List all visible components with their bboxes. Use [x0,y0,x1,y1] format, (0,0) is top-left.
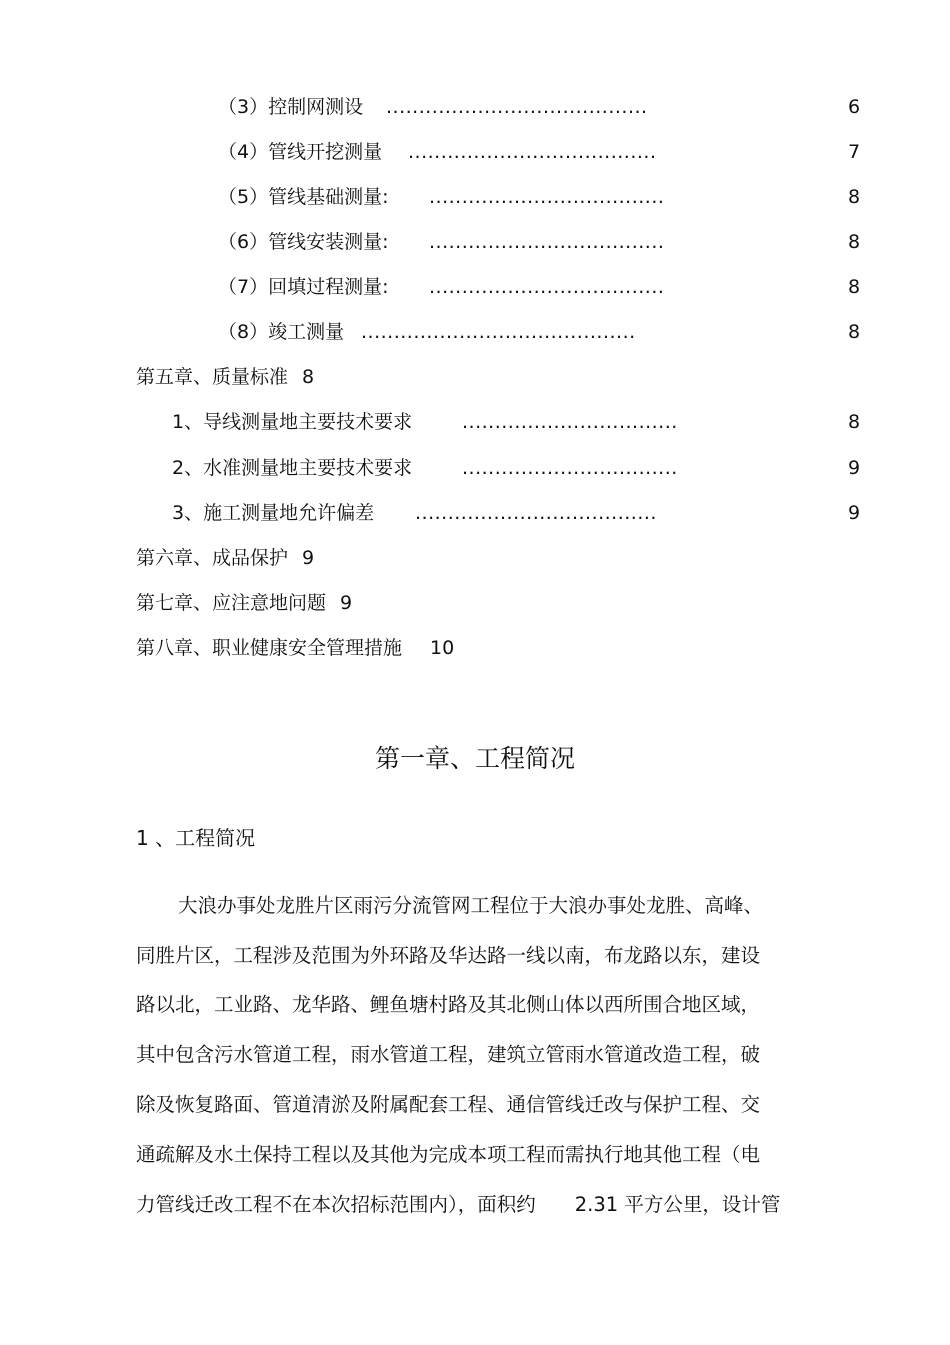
toc-entry[interactable] [172,498,862,528]
toc-page-number: 8 [848,231,861,253]
toc-entry[interactable] [218,137,862,167]
toc-page-number: 9 [340,592,353,614]
toc-entry-title: （7）回填过程测量: [218,276,389,298]
toc-entry[interactable] [218,92,862,122]
toc-leader-dots: ................................. [462,457,678,479]
toc-entry[interactable] [218,182,862,212]
chapter-title: 第一章、工程简况 [374,744,575,773]
toc-entry-title: （4）管线开挖测量 [218,141,383,163]
toc-page-number: 7 [848,141,861,163]
toc-page-number: 8 [848,321,861,343]
toc-page-number: 9 [848,457,861,479]
toc-page-number: 9 [302,547,315,569]
toc-page-number: 6 [848,96,861,118]
toc-entry-title: 第七章、应注意地问题 [136,592,327,614]
toc-leader-dots: ..................................... [415,502,657,524]
toc-entry[interactable] [218,227,862,257]
toc-page-number: 8 [848,186,861,208]
toc-leader-dots: ........................................ [386,96,648,118]
toc-leader-dots: .......................................... [361,321,636,343]
toc-leader-dots: .................................... [429,231,665,253]
toc-chapter-entry[interactable] [136,588,352,618]
toc-chapter-entry[interactable] [136,362,314,392]
toc-entry-title: 第五章、质量标准 [136,366,289,388]
toc-entry-title: （3）控制网测设 [218,96,364,118]
toc-leader-dots: ................................. [462,411,678,433]
paragraph-line: 同胜片区，工程涉及范围为外环路及华达路一线以南，布龙路以东，建设 [136,944,761,967]
toc-entry-title: （6）管线安装测量: [218,231,389,253]
toc-entry-title: 3、施工测量地允许偏差 [172,502,375,524]
toc-page-number: 9 [848,502,861,524]
paragraph-line: 大浪办事处龙胜片区雨污分流管网工程位于大浪办事处龙胜、高峰、 [178,894,764,917]
paragraph-line: 除及恢复路面、管道清淤及附属配套工程、通信管线迁改与保护工程、交 [136,1093,761,1116]
toc-leader-dots: .................................... [429,276,665,298]
toc-entry-title: 第六章、成品保护 [136,547,289,569]
toc-chapter-entry[interactable] [136,633,454,663]
paragraph-line: 通疏解及水土保持工程以及其他为完成本项工程而需执行地其他工程（电 [136,1143,761,1166]
toc-page-number: 10 [430,637,455,659]
toc-page-number: 8 [848,411,861,433]
paragraph-line: 路以北，工业路、龙华路、鲤鱼塘村路及其北侧山体以西所围合地区域， [136,993,761,1016]
paragraph-line: 其中包含污水管道工程，雨水管道工程，建筑立管雨水管道改造工程，破 [136,1043,761,1066]
toc-entry[interactable] [172,453,862,483]
section-title: 1 、工程简况 [136,826,256,850]
paragraph-line: 力管线迁改工程不在本次招标范围内），面积约 2.31 平方公里，设计管 [136,1193,781,1216]
toc-chapter-entry[interactable] [136,543,314,573]
toc-leader-dots: ...................................... [408,141,657,163]
toc-leader-dots: .................................... [429,186,665,208]
toc-entry[interactable] [218,272,862,302]
toc-page-number: 8 [848,276,861,298]
toc-entry-title: （5）管线基础测量: [218,186,389,208]
toc-entry[interactable] [218,317,862,347]
toc-entry-title: （8）竣工测量 [218,321,345,343]
toc-entry-title: 1、导线测量地主要技术要求 [172,411,413,433]
toc-page-number: 8 [302,366,315,388]
toc-entry-title: 2、水准测量地主要技术要求 [172,457,413,479]
toc-entry-title: 第八章、职业健康安全管理措施 [136,637,403,659]
toc-entry[interactable] [172,407,862,437]
